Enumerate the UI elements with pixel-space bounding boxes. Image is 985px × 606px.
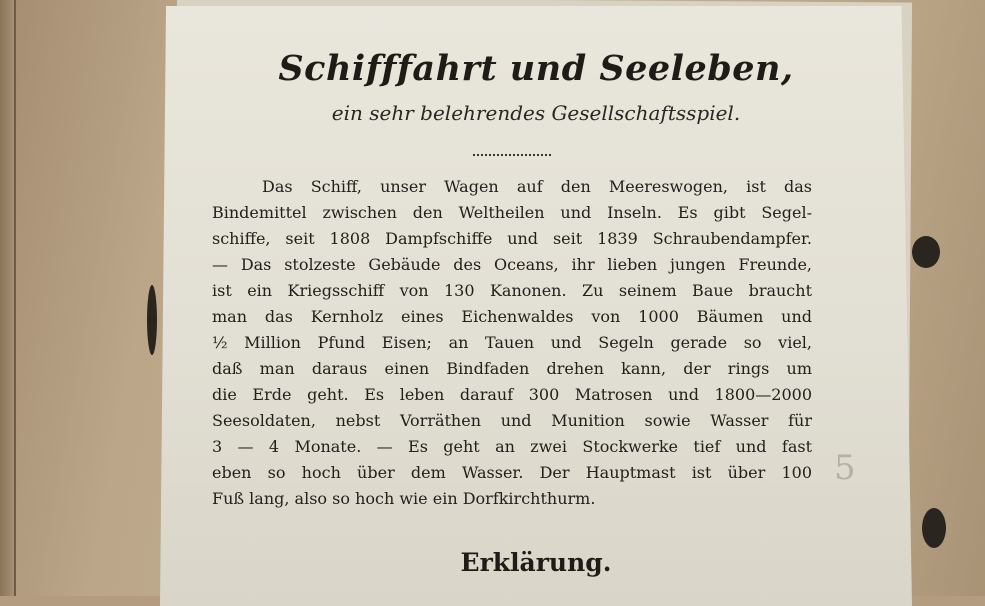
document-title: Schifffahrt und Seeleben, [278,48,794,89]
paragraph-line: Fuß lang, also so hoch wie ein Dorfkirchthurm. [212,489,596,508]
paragraph-line: die Erde geht. Es leben darauf 300 Matrosen und 1800—2000 [212,385,812,404]
ink-blot-right-bottom [922,508,946,548]
paragraph-line: 3 — 4 Monate. — Es geht an zwei Stockwerke tief und fast [212,437,812,456]
body-paragraph [212,174,812,512]
paragraph-line: ist ein Kriegsschiff von 130 Kanonen. Zu seinem Baue braucht [212,281,812,300]
paragraph-line: Bindemittel zwischen den Weltheilen und Inseln. Es gibt Segel- [212,203,812,222]
paragraph-line: daß man daraus einen Bindfaden drehen kann, der rings um [212,359,812,378]
pencil-note: 5 [834,448,856,488]
ink-blot-right-top [912,236,940,268]
paragraph-line: man das Kernholz eines Eichenwaldes von 1000 Bäumen und [212,307,812,326]
paragraph-line: Seesoldaten, nebst Vorräthen und Munition sowie Wasser für [212,411,812,430]
section-heading: Erklärung. [460,548,612,577]
paragraph-line: Das Schiff, unser Wagen auf den Meereswogen, ist das [262,177,812,196]
ink-blot-left [147,285,157,355]
paragraph-line: eben so hoch über dem Wasser. Der Hauptmast ist über 100 [212,463,812,482]
dotted-divider [473,154,551,156]
paragraph-line: ½ Million Pfund Eisen; an Tauen und Segeln gerade so viel, [212,333,812,352]
paragraph-line: schiffe, seit 1808 Dampfschiffe und seit 1839 Schraubendampfer. [212,229,812,248]
paragraph-line: — Das stolzeste Gebäude des Oceans, ihr lieben jungen Freunde, [212,255,812,274]
book-edge [0,0,16,596]
document-subtitle: ein sehr belehrendes Gesellschaftsspiel. [331,101,741,125]
